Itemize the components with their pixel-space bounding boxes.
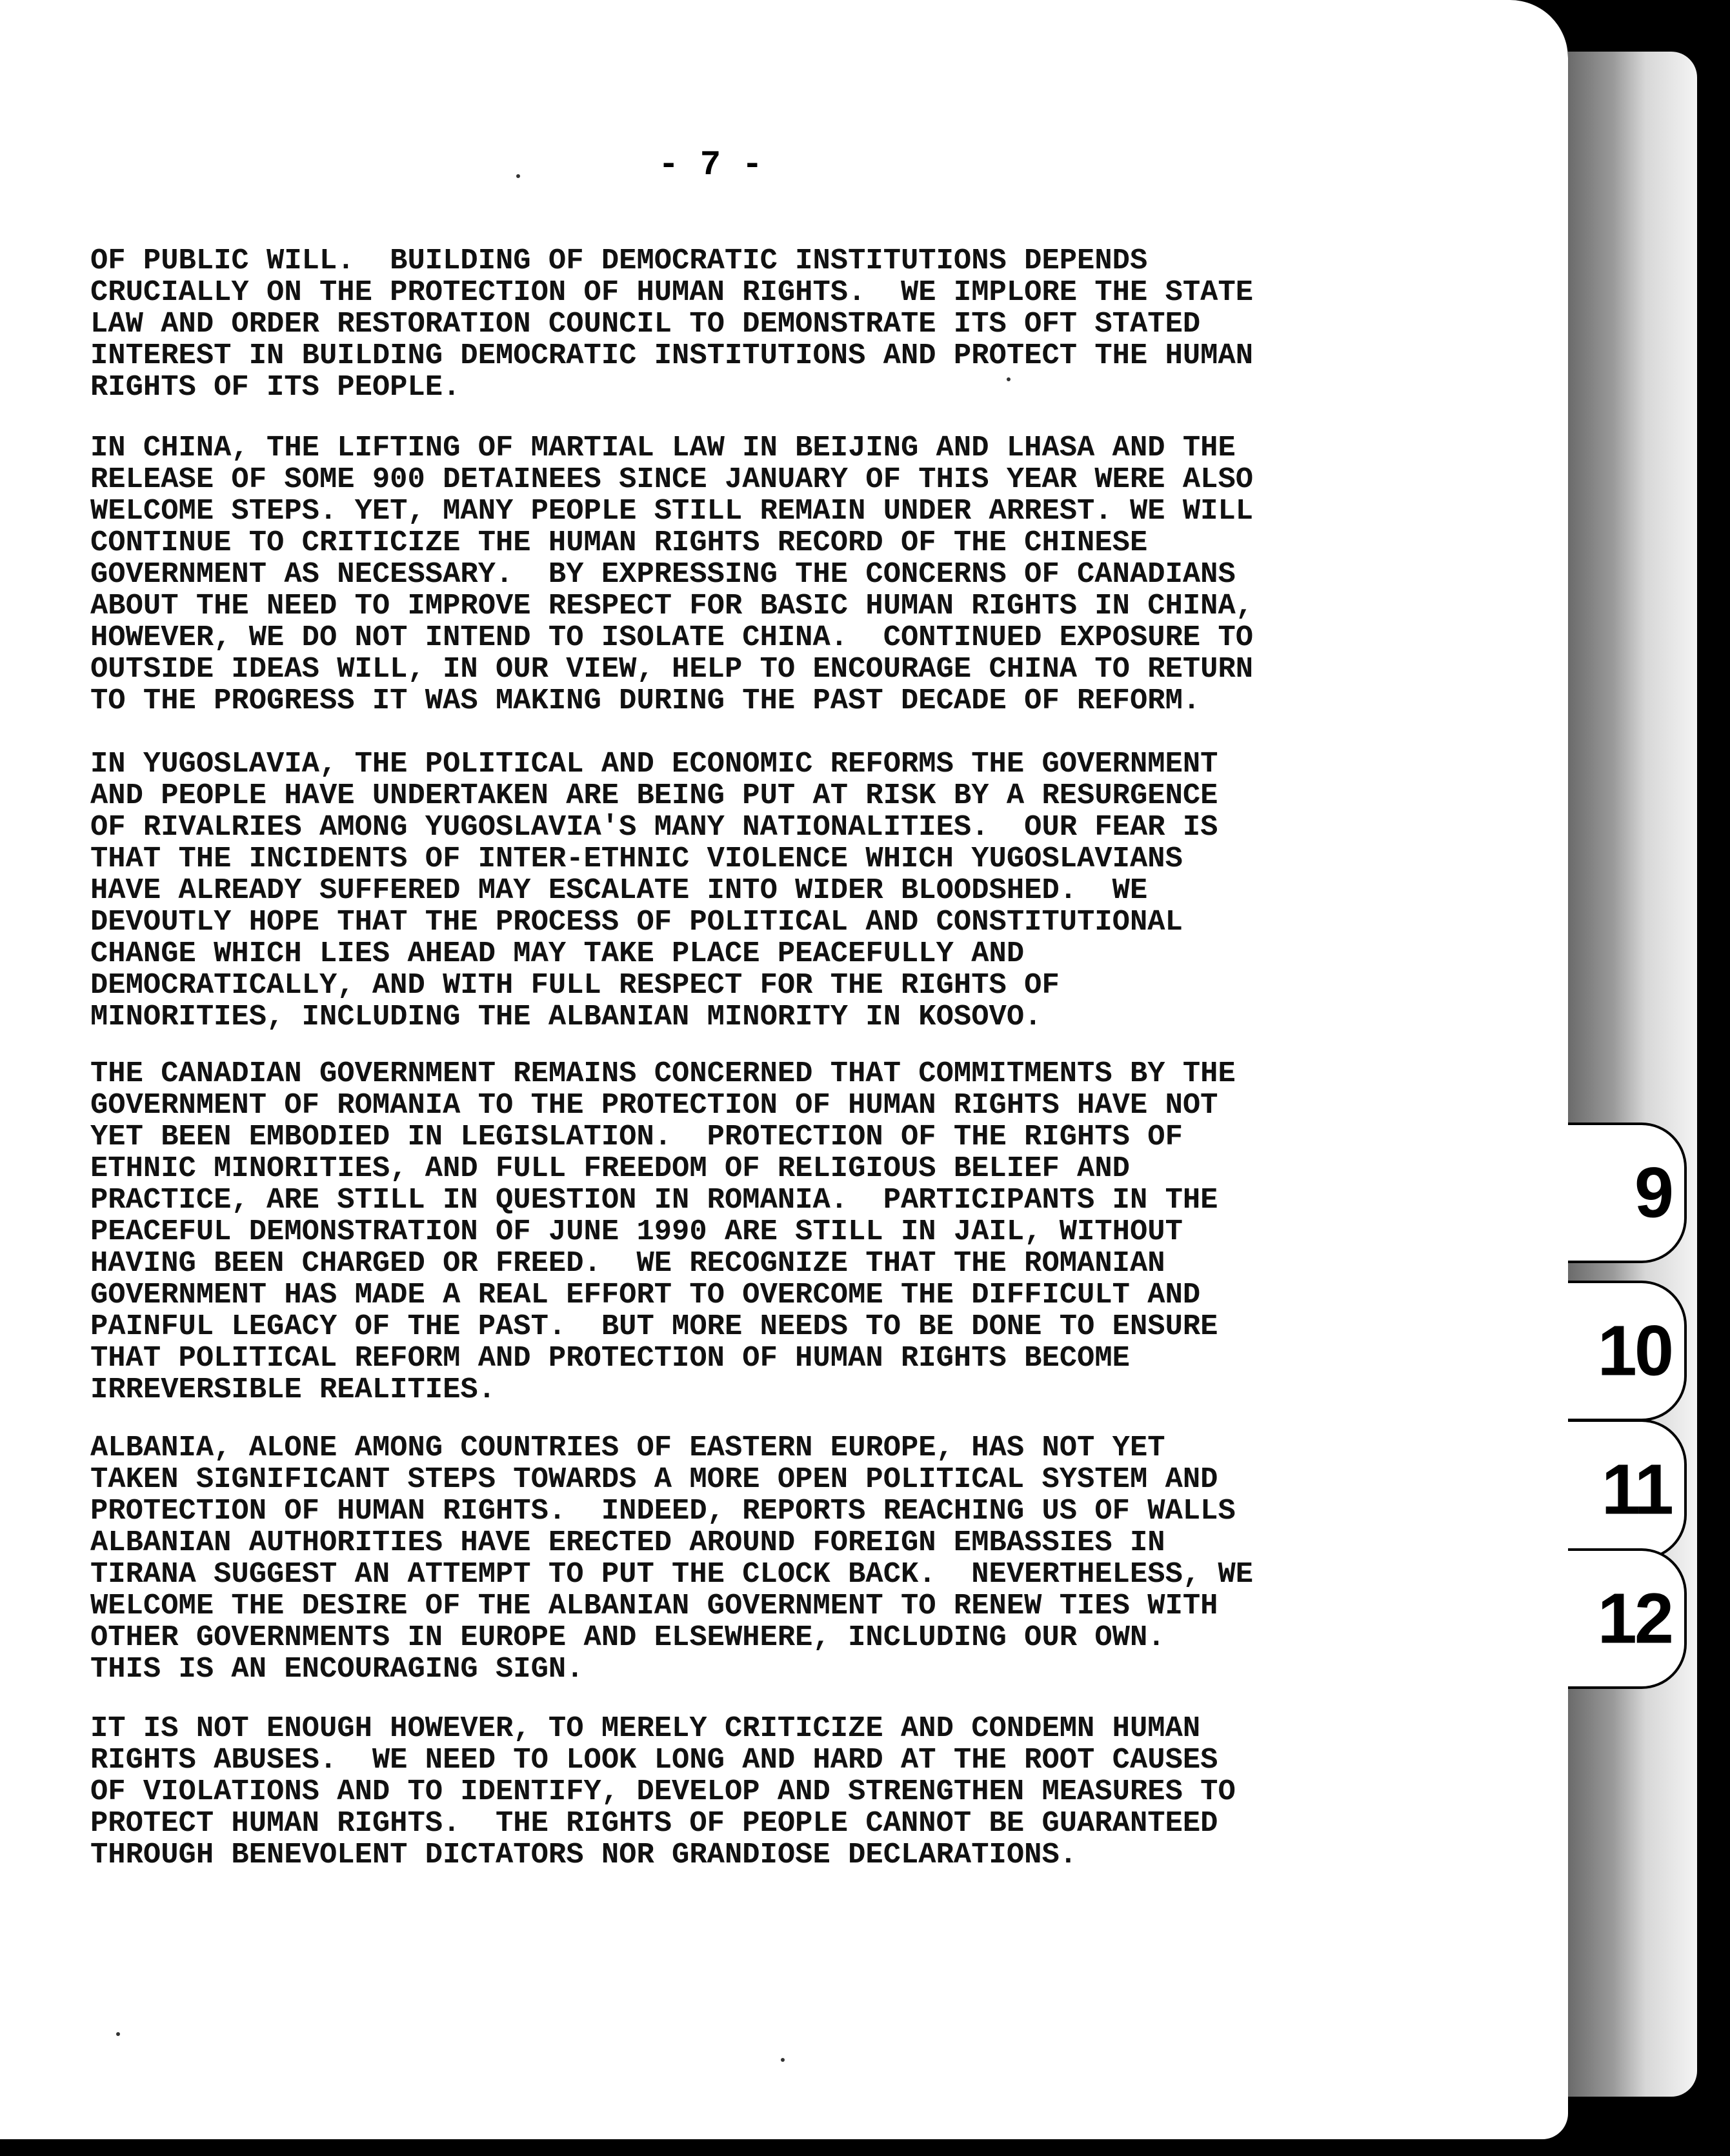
scan-speck xyxy=(1007,377,1011,381)
text-line: TIRANA SUGGEST AN ATTEMPT TO PUT THE CLOCK BACK. NEVERTHELESS, WE xyxy=(90,1557,1254,1591)
paragraph-1 xyxy=(90,245,1381,403)
text-line: RELEASE OF SOME 900 DETAINEES SINCE JANUARY OF THIS YEAR WERE ALSO xyxy=(90,463,1254,496)
text-line: OUTSIDE IDEAS WILL, IN OUR VIEW, HELP TO ENCOURAGE CHINA TO RETURN xyxy=(90,652,1254,686)
text-line: CONTINUE TO CRITICIZE THE HUMAN RIGHTS RECORD OF THE CHINESE xyxy=(90,526,1148,559)
scan-speck xyxy=(116,2032,120,2036)
text-line: WELCOME STEPS. YET, MANY PEOPLE STILL REMAIN UNDER ARREST. WE WILL xyxy=(90,494,1254,528)
text-line: PAINFUL LEGACY OF THE PAST. BUT MORE NEEDS TO BE DONE TO ENSURE xyxy=(90,1310,1218,1343)
text-line: THE CANADIAN GOVERNMENT REMAINS CONCERNED THAT COMMITMENTS BY THE xyxy=(90,1057,1236,1090)
text-line: PROTECT HUMAN RIGHTS. THE RIGHTS OF PEOPLE CANNOT BE GUARANTEED xyxy=(90,1806,1218,1840)
tab-label: 10 xyxy=(1597,1311,1671,1391)
text-line: OTHER GOVERNMENTS IN EUROPE AND ELSEWHERE, INCLUDING OUR OWN. xyxy=(90,1621,1165,1654)
text-line: ETHNIC MINORITIES, AND FULL FREEDOM OF RELIGIOUS BELIEF AND xyxy=(90,1152,1130,1185)
text-line: OF VIOLATIONS AND TO IDENTIFY, DEVELOP AND STRENGTHEN MEASURES TO xyxy=(90,1775,1236,1808)
scan-speck xyxy=(781,2058,785,2062)
paragraph-romania xyxy=(90,1058,1381,1406)
text-line: DEMOCRATICALLY, AND WITH FULL RESPECT FOR THE RIGHTS OF xyxy=(90,968,1060,1002)
text-line: OF PUBLIC WILL. BUILDING OF DEMOCRATIC INSTITUTIONS DEPENDS xyxy=(90,244,1148,277)
text-line: TO THE PROGRESS IT WAS MAKING DURING THE PAST DECADE OF REFORM. xyxy=(90,684,1201,717)
text-line: LAW AND ORDER RESTORATION COUNCIL TO DEMONSTRATE ITS OFT STATED xyxy=(90,307,1201,341)
text-line: HOWEVER, WE DO NOT INTEND TO ISOLATE CHINA. CONTINUED EXPOSURE TO xyxy=(90,621,1254,654)
text-line: PRACTICE, ARE STILL IN QUESTION IN ROMANIA. PARTICIPANTS IN THE xyxy=(90,1183,1218,1217)
text-line: IN CHINA, THE LIFTING OF MARTIAL LAW IN BEIJING AND LHASA AND THE xyxy=(90,431,1236,464)
text-line: GOVERNMENT OF ROMANIA TO THE PROTECTION OF HUMAN RIGHTS HAVE NOT xyxy=(90,1088,1218,1122)
text-line: HAVE ALREADY SUFFERED MAY ESCALATE INTO WIDER BLOODSHED. WE xyxy=(90,873,1148,907)
text-line: GOVERNMENT HAS MADE A REAL EFFORT TO OVERCOME THE DIFFICULT AND xyxy=(90,1278,1201,1312)
paragraph-root-causes xyxy=(90,1713,1381,1871)
tab-label: 11 xyxy=(1601,1450,1671,1530)
tab-label: 9 xyxy=(1634,1153,1671,1233)
text-line: INTEREST IN BUILDING DEMOCRATIC INSTITUTIONS AND PROTECT THE HUMAN xyxy=(90,339,1254,372)
text-line: ALBANIA, ALONE AMONG COUNTRIES OF EASTERN EUROPE, HAS NOT YET xyxy=(90,1431,1165,1464)
tab-divider-strip xyxy=(1568,52,1697,2097)
text-line: ALBANIAN AUTHORITIES HAVE ERECTED AROUND FOREIGN EMBASSIES IN xyxy=(90,1526,1165,1559)
text-line: AND PEOPLE HAVE UNDERTAKEN ARE BEING PUT AT RISK BY A RESURGENCE xyxy=(90,779,1218,812)
text-line: OF RIVALRIES AMONG YUGOSLAVIA'S MANY NATIONALITIES. OUR FEAR IS xyxy=(90,810,1218,844)
text-line: DEVOUTLY HOPE THAT THE PROCESS OF POLITICAL AND CONSTITUTIONAL xyxy=(90,905,1183,939)
text-line: RIGHTS ABUSES. WE NEED TO LOOK LONG AND HARD AT THE ROOT CAUSES xyxy=(90,1743,1218,1777)
text-line: MINORITIES, INCLUDING THE ALBANIAN MINORITY IN KOSOVO. xyxy=(90,1000,1042,1033)
tab-label: 12 xyxy=(1597,1579,1671,1659)
text-line: HAVING BEEN CHARGED OR FREED. WE RECOGNIZE THAT THE ROMANIAN xyxy=(90,1246,1165,1280)
text-line: TAKEN SIGNIFICANT STEPS TOWARDS A MORE OPEN POLITICAL SYSTEM AND xyxy=(90,1462,1218,1496)
text-line: IRREVERSIBLE REALITIES. xyxy=(90,1373,496,1406)
text-line: GOVERNMENT AS NECESSARY. BY EXPRESSING THE CONCERNS OF CANADIANS xyxy=(90,557,1236,591)
text-line: PEACEFUL DEMONSTRATION OF JUNE 1990 ARE STILL IN JAIL, WITHOUT xyxy=(90,1215,1183,1248)
text-line: ABOUT THE NEED TO IMPROVE RESPECT FOR BASIC HUMAN RIGHTS IN CHINA, xyxy=(90,589,1254,623)
text-line: IN YUGOSLAVIA, THE POLITICAL AND ECONOMIC REFORMS THE GOVERNMENT xyxy=(90,747,1218,781)
text-line: THAT THE INCIDENTS OF INTER-ETHNIC VIOLENCE WHICH YUGOSLAVIANS xyxy=(90,842,1183,875)
text-line: WELCOME THE DESIRE OF THE ALBANIAN GOVERNMENT TO RENEW TIES WITH xyxy=(90,1589,1218,1622)
scan-speck xyxy=(516,174,520,178)
text-line: CRUCIALLY ON THE PROTECTION OF HUMAN RIGHTS. WE IMPLORE THE STATE xyxy=(90,275,1254,309)
text-line: THAT POLITICAL REFORM AND PROTECTION OF HUMAN RIGHTS BECOME xyxy=(90,1341,1130,1375)
text-line: PROTECTION OF HUMAN RIGHTS. INDEED, REPORTS REACHING US OF WALLS xyxy=(90,1494,1236,1528)
paragraph-albania xyxy=(90,1432,1381,1685)
text-line: THROUGH BENEVOLENT DICTATORS NOR GRANDIOSE DECLARATIONS. xyxy=(90,1838,1078,1872)
text-line: IT IS NOT ENOUGH HOWEVER, TO MERELY CRITICIZE AND CONDEMN HUMAN xyxy=(90,1712,1201,1745)
text-line: YET BEEN EMBODIED IN LEGISLATION. PROTECTION OF THE RIGHTS OF xyxy=(90,1120,1183,1153)
page-number: - 7 - xyxy=(658,146,763,185)
text-line: RIGHTS OF ITS PEOPLE. xyxy=(90,370,461,404)
paragraph-yugoslavia xyxy=(90,748,1381,1033)
paragraph-china xyxy=(90,432,1381,717)
text-line: THIS IS AN ENCOURAGING SIGN. xyxy=(90,1652,584,1686)
text-line: CHANGE WHICH LIES AHEAD MAY TAKE PLACE PEACEFULLY AND xyxy=(90,937,1025,970)
